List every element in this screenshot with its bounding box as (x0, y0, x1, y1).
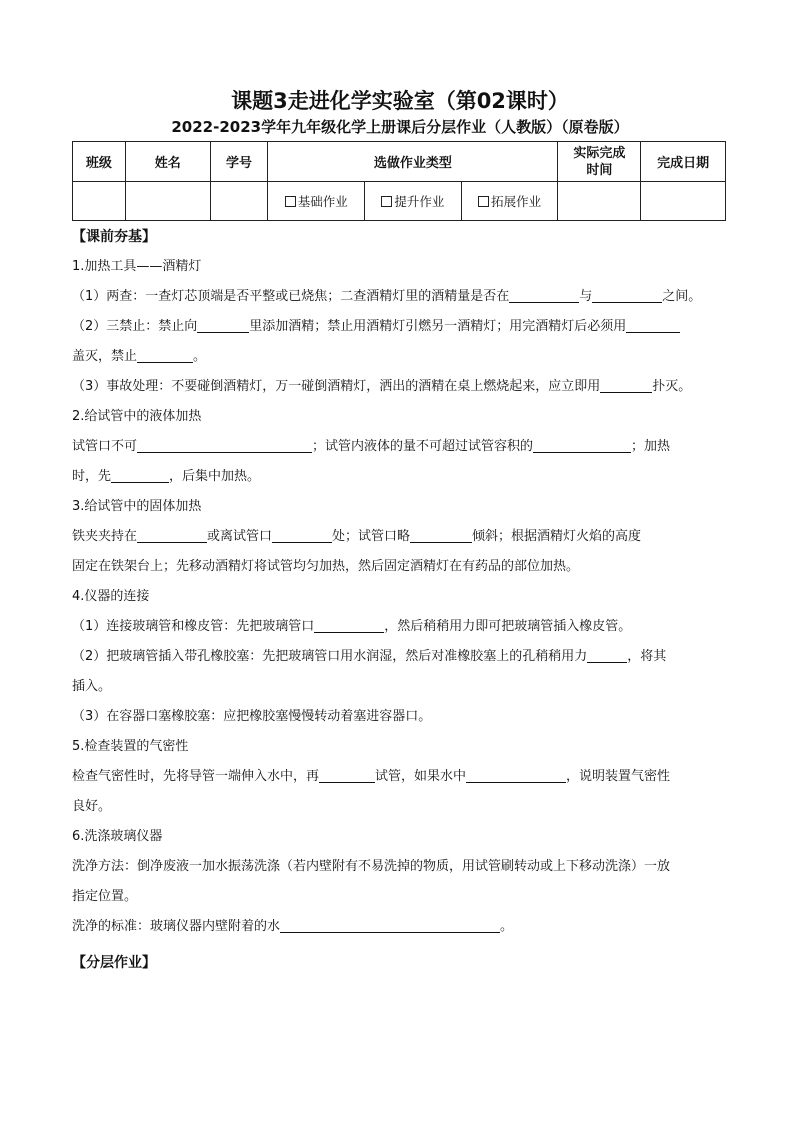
para-3 (72, 527, 728, 547)
answer-blank[interactable] (592, 288, 662, 303)
header-actual-time-text: 实际完成 时间 (573, 145, 626, 178)
text: ；试管内液体的量不可超过试管容积的 (312, 439, 534, 454)
text: 试管口不可 (72, 439, 138, 454)
header-homework-type: 选做作业类型 (268, 142, 558, 182)
text: 处；试管口略 (332, 529, 411, 544)
answer-blank[interactable] (137, 348, 193, 363)
para-1-3 (72, 377, 728, 397)
answer-blank[interactable] (280, 918, 500, 933)
para-1-2 (72, 317, 728, 337)
header-class: 班级 (73, 142, 126, 182)
para-4-2-cont: 插入。 (72, 679, 112, 694)
page-title: 课题3走进化学实验室（第02课时） (231, 89, 569, 113)
text: （2）三禁止：禁止向 (72, 319, 198, 334)
para-6: 洗净方法：倒净废液一加水振荡洗涤（若内壁附有不易洗掉的物质，用试管刷转动或上下移动洗涤）一放 (72, 859, 671, 874)
answer-blank[interactable] (111, 468, 169, 483)
text: 。 (500, 919, 514, 934)
option-advanced-label: 提升作业 (394, 194, 445, 209)
answer-blank[interactable] (533, 438, 631, 453)
answer-blank[interactable] (314, 618, 384, 633)
text: 时，先 (72, 469, 112, 484)
text: 倾斜；根据酒精灯火焰的高度 (472, 529, 642, 544)
header-completion-date: 完成日期 (641, 142, 726, 182)
header-actual-time (558, 142, 641, 182)
completion-date-cell[interactable] (641, 182, 726, 221)
text: 与 (579, 289, 593, 304)
text: 检查气密性时，先将导管一端伸入水中，再 (72, 769, 320, 784)
heading-1: 1.加热工具——酒精灯 (72, 259, 202, 274)
para-1-1 (72, 287, 728, 307)
class-cell[interactable] (73, 182, 126, 221)
option-basic-label: 基础作业 (297, 194, 348, 209)
text: 之间。 (662, 289, 702, 304)
heading-5: 5.检查装置的气密性 (72, 739, 189, 754)
checkbox-icon[interactable] (478, 196, 489, 207)
option-extension[interactable] (461, 182, 558, 221)
answer-blank[interactable] (137, 528, 207, 543)
answer-blank[interactable] (600, 378, 652, 393)
answer-blank[interactable] (197, 318, 249, 333)
section-pre-class: 【课前夯基】 (72, 229, 156, 245)
answer-blank[interactable] (410, 528, 472, 543)
text: 扑灭。 (652, 379, 692, 394)
para-2 (72, 437, 728, 457)
answer-blank[interactable] (626, 318, 680, 333)
student-id-cell[interactable] (210, 182, 268, 221)
table-row (73, 182, 726, 221)
text: 或离试管口 (207, 529, 273, 544)
table-header-row (73, 142, 726, 182)
text: 。 (193, 349, 207, 364)
text: （1）两查：一查灯芯顶端是否平整或已烧焦；二查酒精灯里的酒精量是否在 (72, 289, 510, 304)
text: （3）事故处理：不要碰倒酒精灯，万一碰倒酒精灯，洒出的酒精在桌上燃烧起来，应立即用 (72, 379, 601, 394)
heading-3: 3.给试管中的固体加热 (72, 499, 202, 514)
header-name: 姓名 (125, 142, 210, 182)
text: 洗净的标准：玻璃仪器内壁附着的水 (72, 919, 281, 934)
para-5-cont: 良好。 (72, 799, 112, 814)
text: 里添加酒精；禁止用酒精灯引燃另一酒精灯；用完酒精灯后必须用 (249, 319, 627, 334)
answer-blank[interactable] (509, 288, 579, 303)
text: （1）连接玻璃管和橡皮管：先把玻璃管口 (72, 619, 315, 634)
para-1-2-cont (72, 347, 728, 367)
text: 铁夹夹持在 (72, 529, 138, 544)
answer-blank[interactable] (272, 528, 332, 543)
text: ，将其 (627, 649, 667, 664)
section-layered-homework: 【分层作业】 (72, 955, 156, 971)
option-advanced[interactable] (365, 182, 462, 221)
checkbox-icon[interactable] (381, 196, 392, 207)
text: （2）把玻璃管插入带孔橡胶塞：先把玻璃管口用水润湿，然后对准橡胶塞上的孔稍稍用力 (72, 649, 588, 664)
checkbox-icon[interactable] (285, 196, 296, 207)
student-info-table (72, 141, 726, 221)
para-2-cont (72, 467, 728, 487)
text: ，后集中加热。 (169, 469, 261, 484)
page-subtitle: 2022-2023学年九年级化学上册课后分层作业（人教版）（原卷版） (171, 118, 629, 136)
para-5 (72, 767, 728, 787)
answer-blank[interactable] (137, 438, 312, 453)
para-3-cont: 固定在铁架台上；先移动酒精灯将试管均匀加热，然后固定酒精灯在有药品的部位加热。 (72, 559, 580, 574)
text: 试管，如果水中 (375, 769, 467, 784)
heading-6: 6.洗涤玻璃仪器 (72, 829, 163, 844)
answer-blank[interactable] (587, 648, 627, 663)
actual-time-cell[interactable] (558, 182, 641, 221)
para-4-2 (72, 647, 728, 667)
text: 盖灭，禁止 (72, 349, 138, 364)
text: ，然后稍稍用力即可把玻璃管插入橡皮管。 (384, 619, 632, 634)
header-student-id: 学号 (210, 142, 268, 182)
text: ，说明装置气密性 (566, 769, 671, 784)
para-6-cont: 指定位置。 (72, 889, 138, 904)
answer-blank[interactable] (319, 768, 375, 783)
answer-blank[interactable] (466, 768, 566, 783)
heading-4: 4.仪器的连接 (72, 589, 150, 604)
option-basic[interactable] (268, 182, 365, 221)
para-4-1 (72, 617, 728, 637)
name-cell[interactable] (125, 182, 210, 221)
para-6-standard (72, 917, 728, 937)
worksheet-page (72, 86, 728, 973)
heading-2: 2.给试管中的液体加热 (72, 409, 202, 424)
option-extension-label: 拓展作业 (491, 194, 542, 209)
para-4-3: （3）在容器口塞橡胶塞：应把橡胶塞慢慢转动着塞进容器口。 (72, 709, 432, 724)
text: ；加热 (631, 439, 671, 454)
